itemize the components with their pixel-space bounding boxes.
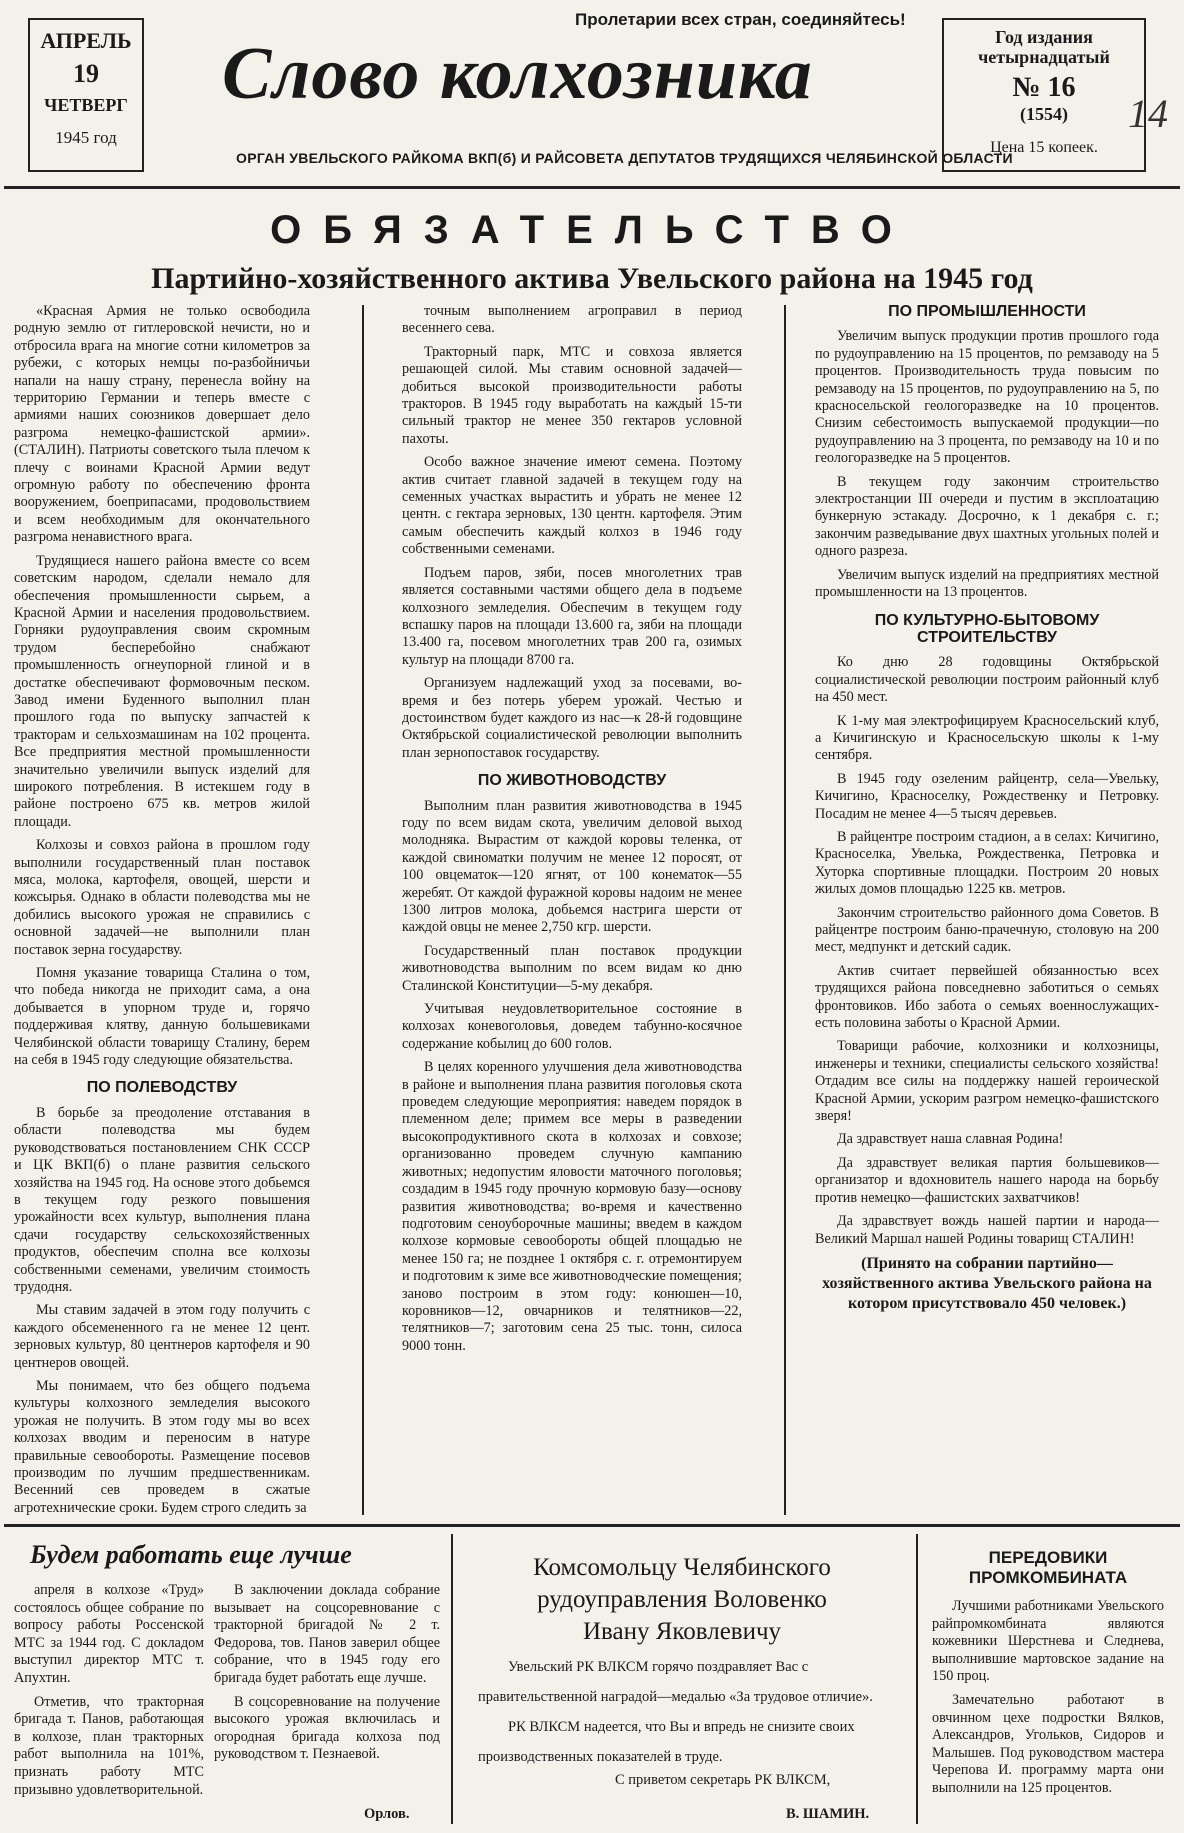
issue-alt-number: (1554) <box>1020 103 1068 124</box>
story1-title: Будем работать еще лучше <box>30 1540 352 1569</box>
issue-box <box>942 18 1146 172</box>
paragraph: Да здравствует вождь нашей партии и народа—Великий Маршал нашей Родины товарищ СТАЛИН! <box>815 1213 1159 1247</box>
paragraph: «Красная Армия не только освободила родную землю от гитлеровской нечисти, но и отбросила врага на многие сотни километров за рубежи, с которых немцы по-разбойничьи напали на нашу страну, перенесла войну на территорию Германии и теперь вместе с армиями наших союзников довершает дело разгрома немецко-фашистской армии». (СТАЛИН). Патриоты советского тыла плечом к плечу с воинами Красной Армии ведут огромную работу по обеспечению фронта вооружением, боеприпасами, продовольствием и всем необходимым для окончательного разгрома ненавистного врага. <box>14 303 310 546</box>
paragraph: Да здравствует великая партия большевиков—организатор и вдохновитель нашего народа на борьбу против немецко—фашистских захватчиков! <box>815 1154 1159 1206</box>
section-title-livestock: ПО ЖИВОТНОВОДСТВУ <box>477 772 667 790</box>
paragraph: Особо важное значение имеют семена. Поэтому актив считает главной задачей в текущем году на семенных участках вырастить и убрать не менее 12 центн. с гектара зерновых, 130 центн. картофеля. Этим самым обеспечить каждый колхоз в 1946 году собственными семенами. <box>402 454 742 558</box>
paragraph: Подъем паров, зяби, посев многолетних трав является составными частями общего дела в подъеме колхозного земледелия. Обеспечим в текущем году вспашку паров на площади 13.600 га, зяби на площади 13.400 га, посевом многолетних трав 200 га, озимых культур на площади 8700 га. <box>402 564 742 668</box>
paragraph: Отметив, что тракторная бригада т. Панов, работающая в колхозе, план тракторных работ выполнила на 101%, признать работу МТС призывно удовлетворительной. <box>14 1693 204 1798</box>
story2-body <box>478 1652 906 1772</box>
paragraph: В целях коренного улучшения дела животноводства в районе и выполнения плана развития поголовья скота проведем следующие мероприятия: наведем порядок в племенном деле; примем все меры в разведении высокопродуктивного скота в колхозах и совхозе; организованно проведем случную кампанию животных; недопустим яловости маточного поголовья; создадим в 1945 году прочную кормовую базу—основу развития животноводства; во-время и качественно подготовим сеноуборочные машины; введем в каждом колхозе кормовые севообороты общей площадью не менее 150 га; не позднее 1 октября с. г. отремонтируем и подготовим к зиме все животноводческие помещения; заново построим в этом году: конюшен—10, коровников—12, овчарников и телятников—22, телятников—7; заготовим сена 25 тыс. тонн, силоса 9000 тонн. <box>402 1059 742 1354</box>
paragraph: точным выполнением агроправил в период весеннего сева. <box>402 303 742 337</box>
paragraph: Мы понимаем, что без общего подъема культуры колхозного земледелия высокого урожая не получить. В этом году мы во всех колхозах вводим и переносим в натуре правильные севообороты. Размещение посевов производим по лучшим предшественникам. Весенний сев проведем в сжатые агротехнические сроки. Будем строго следить за <box>14 1377 310 1516</box>
section-title-culture: ПО КУЛЬТУРНО-БЫТОВОМУ СТРОИТЕЛЬСТВУ <box>874 611 1100 646</box>
article-subheadline: Партийно-хозяйственного актива Увельского района на 1945 год <box>151 262 1033 295</box>
title-line: ПРОМКОМБИНАТА <box>968 1568 1128 1587</box>
date-day: 19 <box>73 59 99 89</box>
column-divider <box>451 1534 453 1824</box>
date-month: АПРЕЛЬ <box>40 28 132 53</box>
paragraph: Увельский РК ВЛКСМ горячо поздравляет Вас с правительственной наградой—медалью «За трудовое отличие». <box>478 1659 873 1705</box>
date-year: 1945 год <box>55 127 117 147</box>
paragraph: Закончим строительство районного дома Советов. В райцентре построим баню-прачечную, столовую на 200 мест, медпункт и детский садик. <box>815 904 1159 956</box>
section-title-field: ПО ПОЛЕВОДСТВУ <box>86 1079 238 1097</box>
article-column-2 <box>402 303 742 1361</box>
story2-greeting: С приветом секретарь РК ВЛКСМ, <box>615 1772 831 1788</box>
paragraph: В борьбе за преодоление отставания в области полеводства мы будем руководствоваться постановлением СНК СССР и ЦК ВКП(б) о плане развития сельского хозяйства на 1945 год. На основе этого добьемся в текущем году резкого повышения урожайности всех культур, выполнения плана сдачи государству сельскохозяйственных продуктов, обеспечим сполна все колхозы собственными семенами, увеличим стоимость трудодня. <box>14 1104 310 1295</box>
paragraph: Увеличим выпуск изделий на предприятиях местной промышленности на 13 процентов. <box>815 566 1159 601</box>
paragraph: Выполним план развития животноводства в 1945 году по всем видам скота, увеличим деловой выход молодняка. Вырастим от каждой коровы теленка, от каждой свиноматки получим не менее 12 поросят, от 100 овцематок—120 ягнят, от 100 конематок—55 жеребят. От каждой фуражной коровы надоим не менее 1300 литров молока, добьемся настрига шерсти от каждой овцы не менее 2,750 кгр. шерсти. <box>402 797 742 936</box>
date-box <box>28 18 144 172</box>
closing-note: (Принято на собрании партийно—хозяйственного актива Увельского района на котором присутствовало 450 человек.) <box>822 1254 1152 1312</box>
paragraph: Товарищи рабочие, колхозники и колхозницы, инженеры и техники, специалисты сельского хозяйства! Отдадим все силы на поддержку нашей героической Красной Армии, ускорим разгром немецко-фашистского зверя! <box>815 1038 1159 1125</box>
bottom-section-rule <box>4 1524 1180 1527</box>
masthead-rule <box>4 186 1180 189</box>
article-headline: ОБЯЗАТЕЛЬСТВО <box>270 208 914 252</box>
paragraph: Да здравствует наша славная Родина! <box>837 1131 1064 1148</box>
paragraph: Ко дню 28 годовщины Октябрьской социалистической революции построим районный клуб на 450 мест. <box>815 654 1159 706</box>
title-line: рудоуправления Воловенко <box>537 1586 827 1613</box>
column-divider <box>916 1534 918 1824</box>
paragraph: Трудящиеся нашего района вместе со всем советским народом, сделали немало для обеспечения промышленности сырьем, а Красной Армии и населения продовольствием. Горняки рудоуправления своим скромным трудом бесперебойно снабжают промышленность огнеупорной глиной и в достатке обеспечивают формовочным песком. Завод имени Буденного выполнил план прошлого года по выпуску запчастей к тракторам и сельхозмашинам на 102 процента. Все предприятия местной промышленности значительно увеличили выпуск изделий для широкого потребления. В истекшем году в районе построено 675 кв. метров жилой площади. <box>14 552 310 830</box>
paragraph: Учитывая неудовлетворительное состояние в колхозах коневоголовья, доведем табунно-косячное содержание кобылиц до 600 голов. <box>402 1001 742 1052</box>
section-title-industry: ПО ПРОМЫШЛЕННОСТИ <box>888 303 1086 320</box>
handwritten-note: 14 <box>1128 91 1168 136</box>
column-divider <box>784 305 786 1515</box>
paragraph: Тракторный парк, МТС и совхоза является решающей силой. Мы ставим основной задачей—добиться высокой производительности работы тракторов. В 1945 году выработать на каждый 15-ти сильный трактор не менее 350 гектаров условной пахоты. <box>402 343 742 447</box>
issue-price: Цена 15 копеек. <box>990 138 1098 156</box>
paragraph: К 1-му мая электрофицируем Красносельский клуб, а Кичигинскую и Красносельскую школы к 1-му сентября. <box>815 712 1159 764</box>
title-line: ПЕРЕДОВИКИ <box>988 1548 1108 1567</box>
paragraph: апреля в колхозе «Труд» состоялось общее собрание по вопросу работы Россенской МТС за 1944 год. С докладом выступил директор МТС т. Апухтин. <box>14 1582 204 1686</box>
date-weekday: ЧЕТВЕРГ <box>44 95 128 116</box>
paragraph: РК ВЛКСМ надеется, что Вы и впредь не снизите своих производственных показателей в труде. <box>478 1719 855 1765</box>
paragraph: Замечательно работают в овчинном цехе подростки Вялков, Александров, Угольков, Сидоров и Малышев. Под руководством мастера Черепова И. программу марта они выполнили на 125 процентов. <box>932 1691 1164 1796</box>
story2-title <box>462 1552 902 1648</box>
paragraph: Увеличим выпуск продукции против прошлого года по рудоуправлению на 15 процентов, по ремзаводу на 5 процентов. Производительность труда повысим по ремзаводу на 15 процентов, по рудоуправлению на 5, по красносельской геологоразведке на 10 процентов. Снизим себестоимость выпускаемой продукции—по рудоуправлению на 3 процента, по ремзаводу на 10 и по геологоразведке на 5 процентов. <box>815 328 1159 467</box>
masthead-motto: Пролетарии всех стран, соединяйтесь! <box>575 10 906 29</box>
title-line: Комсомольцу Челябинского <box>533 1554 831 1581</box>
paragraph: В райцентре построим стадион, а в селах: Кичигино, Красноселка, Увелька, Рождественка, Петровка и Хуторка спортивные площадки. Построим 20 новых жилых домов площадью 1225 кв. метров. <box>815 828 1159 898</box>
paragraph: В текущем году закончим строительство электростанции III очереди и пустим в эксплоатацию бункерную эстакаду. Досрочно, к 1 декабря с. г.; закончим разведывание двух шахтных угольных полей и одного разреза. <box>815 473 1159 560</box>
article-column-1 <box>14 303 310 1523</box>
paragraph: Колхозы и совхоз района в прошлом году выполнили государственный план поставок мяса, молока, картофеля, овощей, шерсти и кожсырья. Однако в области полеводства мы не добились высокого урожая не справились с основной задачей—не выполнили план поставок зерна государству. <box>14 837 310 958</box>
story1-column-1 <box>14 1582 204 1805</box>
paragraph: В соцсоревнование на получение высокого урожая включилась и огородная бригада колхоза под руководством т. Пезнаевой. <box>214 1693 440 1763</box>
issue-number: № 16 <box>1012 71 1076 103</box>
story1-signature: Орлов. <box>364 1806 410 1822</box>
newspaper-title: Слово колхозника <box>222 33 813 115</box>
article-column-3 <box>815 303 1159 1314</box>
issue-year-label: Год издания четырнадцатый <box>978 27 1110 67</box>
title-line: Ивану Яковлевичу <box>582 1618 782 1645</box>
paragraph: Лучшими работниками Увельского райпромкомбината являются кожевники Шерстнева и Следнева, выполнившие мартовское задание на 150 проц. <box>932 1598 1164 1685</box>
story3-title <box>928 1548 1168 1588</box>
paragraph: Актив считает первейшей обязанностью всех трудящихся района повседневно заботиться о семьях фронтовиков. Ибо забота о семьях военнослужащих-есть половина заботы о Красной Армии. <box>815 962 1159 1032</box>
story2-signature: В. ШАМИН. <box>786 1806 870 1822</box>
story1-column-2 <box>214 1582 440 1770</box>
paragraph: Организуем надлежащий уход за посевами, во-время и без потерь уберем урожай. Честью и достоинством будет каждого из нас—к 28-й годовщине Октябрьской социалистической революции выполнить план зернопоставок государству. <box>402 675 742 761</box>
masthead-organ: ОРГАН УВЕЛЬСКОГО РАЙКОМА ВКП(б) И РАЙСОВЕТА ДЕПУТАТОВ ТРУДЯЩИХСЯ ЧЕЛЯБИНСКОЙ ОБЛАСТИ <box>236 150 1013 166</box>
paragraph: В заключении доклада собрание вызывает на соцсоревнование с тракторной бригадой № 2 т. Федорова, тов. Панов заверил общее собрание, что в 1945 году его бригада будет работать еще лучше. <box>214 1582 440 1686</box>
story3-body <box>932 1598 1164 1804</box>
paragraph: Государственный план поставок продукции животноводства выполним по всем видам ко дню Сталинской Конституции—5-му декабря. <box>402 942 742 994</box>
paragraph: В 1945 году озеленим райцентр, села—Увельку, Кичигино, Красноселку, Рождественку и Петровку. Посадим не менее 4—5 тысяч деревьев. <box>815 770 1159 822</box>
column-divider <box>362 305 364 1515</box>
paragraph: Помня указание товарища Сталина о том, что победа никогда не приходит сама, а она добывается в упорном труде и, горячо поддерживая клятву, данную большевиками Челябинской области товарищу Сталину, берем на себя в 1945 году следующие обязательства. <box>14 965 310 1069</box>
paragraph: Мы ставим задачей в этом году получить с каждого обсемененного га не менее 12 цент. зерновых культур, 80 центнеров картофеля и 90 центнеров овощей. <box>14 1302 310 1371</box>
